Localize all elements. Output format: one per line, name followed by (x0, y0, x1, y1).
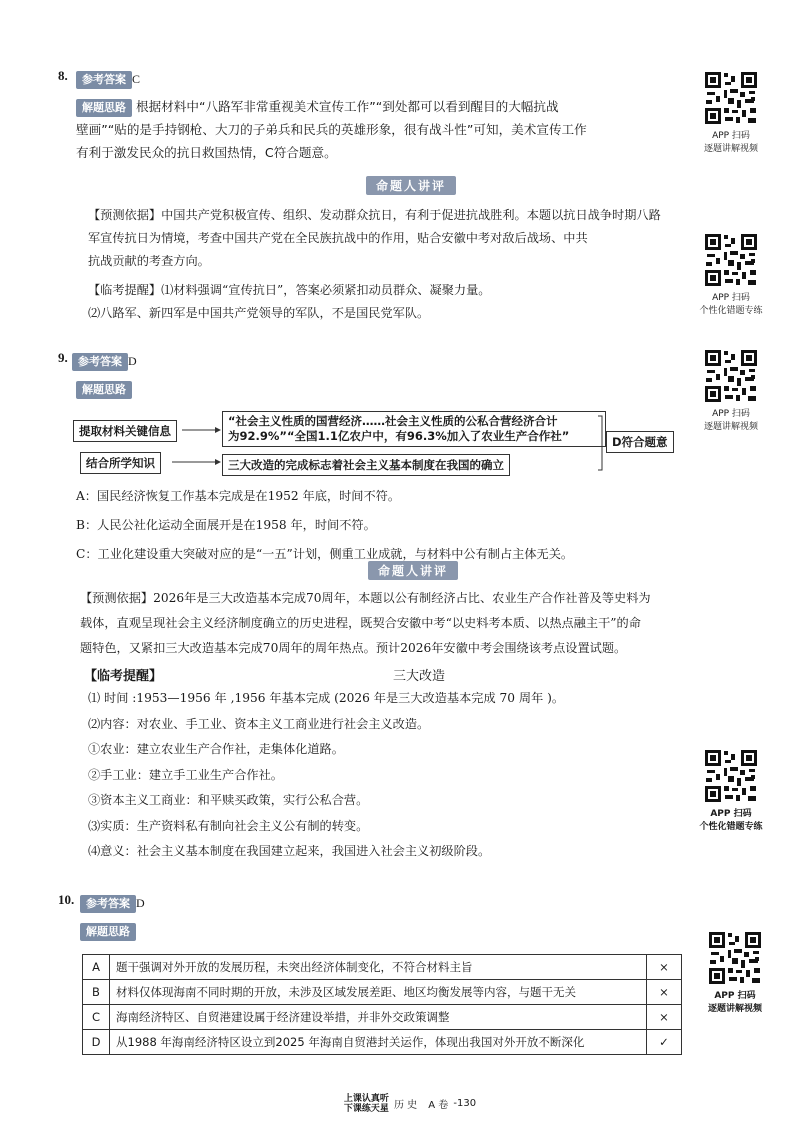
table-row (83, 955, 682, 980)
remind-block (88, 686, 708, 865)
answer-value: D (136, 896, 145, 910)
qr-caption: 个性化错题专练 (699, 306, 763, 316)
flow-box-knowledge: 结合所学知识 (80, 452, 161, 474)
answer-tag: 参考答案 (80, 895, 136, 913)
row-mark: × (647, 955, 682, 980)
analysis-line: 根据材料中“八路军非常重视美术宣传工作”“到处都可以看到醒目的大幅抗战 (136, 99, 559, 114)
row-mark: × (647, 1005, 682, 1030)
row-letter: C (83, 1005, 110, 1030)
table-row (83, 1030, 682, 1055)
row-text: 材料仅体现海南不同时期的开放，未涉及区域发展差距、地区均衡发展等内容，与题干无关 (110, 980, 647, 1005)
option-A: A：国民经济恢复工作基本完成是在1952 年底，时间不符。 (76, 489, 401, 503)
option-C: C：工业化建设重大突破对应的是“一五”计划，侧重工业成就，与材料中公有制占主体无关。 (76, 547, 574, 561)
options-block (76, 482, 696, 569)
basis-line: 载体，直观呈现社会主义经济制度确立的历史进程，既契合安徽中考“以史料考本质、以热点融主干”的命 (80, 616, 641, 630)
qr-caption: 逐题讲解视频 (703, 144, 758, 154)
footer-volume: A 卷 (428, 1100, 449, 1111)
analysis-line: 壁画”“贴的是手持钢枪、大刀的子弟兵和民兵的英雄形象，很有战斗性”可知，美术宣传工作 (76, 122, 587, 137)
remind-line: ①农业：建立农业生产合作社，走集体化道路。 (88, 742, 344, 756)
qr-block[interactable] (686, 748, 776, 834)
commentary-block (80, 586, 770, 661)
row-text: 海南经济特区、自贸港建设属于经济建设举措，并非外交政策调整 (110, 1005, 647, 1030)
flow-box-result: D符合题意 (606, 431, 674, 453)
row-letter: D (83, 1030, 110, 1055)
table-row (83, 980, 682, 1005)
flow-box-extract: 提取材料关键信息 (73, 420, 177, 442)
footer-brand-top: 上课认真听 (343, 1093, 389, 1104)
question-number: 10. (58, 892, 75, 907)
footer-brand (344, 1094, 389, 1114)
remind-line: ③资本主义工商业：和平赎买政策，实行公私合营。 (88, 793, 369, 807)
table-row (83, 1005, 682, 1030)
qr-caption: APP 扫码 (712, 131, 750, 141)
basis-line: 抗战贡献的考查方向。 (88, 254, 210, 268)
remind-center-title: 三大改造 (393, 669, 446, 684)
remind-line: ⑷意义：社会主义基本制度在我国建立起来，我国进入社会主义初级阶段。 (88, 844, 491, 858)
qr-caption: APP 扫码 (710, 809, 752, 819)
row-text: 从1988 年海南经济特区设立到2025 年海南自贸港封关运作，体现出我国对外开放不断深化 (110, 1030, 647, 1055)
row-letter: A (83, 955, 110, 980)
qr-caption: APP 扫码 (714, 991, 756, 1001)
analysis-tag: 解题思路 (76, 99, 132, 117)
remind-line: ⑶实质：生产资料私有制向社会主义公有制的转变。 (88, 818, 369, 833)
qr-caption: 逐题讲解视频 (703, 422, 758, 432)
row-mark: ✓ (647, 1030, 682, 1055)
option-B: B：人民公社化运动全面展开是在1958 年，时间不符。 (76, 518, 376, 532)
analysis-tag: 解题思路 (80, 923, 136, 941)
page-footer (330, 1093, 490, 1114)
answer-value: D (128, 354, 137, 368)
qr-block[interactable] (690, 930, 780, 1016)
qr-caption: 个性化错题专练 (699, 822, 763, 832)
remind-line: ⑴ 时间 :1953—1956 年 ,1956 年基本完成 (2026 年是三大改造基本完成 70 周年 )。 (88, 691, 565, 705)
footer-brand-bottom: 下课练天星 (343, 1103, 389, 1114)
question-number: 8. (58, 68, 68, 83)
remind-line: ②手工业：建立手工业生产合作社。 (88, 767, 283, 782)
analysis-tag: 解题思路 (76, 381, 132, 399)
answer-row (80, 892, 145, 913)
answer-value: C (132, 72, 141, 86)
row-text: 题干强调对外开放的发展历程，未突出经济体制变化，不符合材料主旨 (110, 955, 647, 980)
basis-line: 【预测依据】中国共产党积极宣传、组织、发动群众抗日，有利于促进抗战胜利。本题以抗日战争时期八路 (88, 208, 661, 222)
answer-tag: 参考答案 (76, 71, 132, 89)
question-number: 9. (58, 350, 68, 365)
footer-subject: 历 史 (394, 1100, 418, 1111)
qr-code-icon[interactable] (707, 930, 763, 986)
analysis-line: 有利于激发民众的抗日救国热情，C符合题意。 (76, 145, 337, 160)
flow-connectors (0, 0, 800, 500)
qr-caption: APP 扫码 (712, 409, 750, 419)
flow-box-conclusion: 三大改造的完成标志着社会主义基本制度在我国的确立 (222, 454, 510, 476)
basis-line: 【预测依据】2026年是三大改造基本完成70周年，本题以公有制经济占比、农业生产合作社普及等史料为 (80, 591, 651, 605)
qr-caption: APP 扫码 (712, 293, 750, 303)
analysis-table (82, 954, 682, 1055)
basis-line: 军宣传抗日为情境，考查中国共产党在全民族抗战中的作用，贴合安徽中考对敌后战场、中共 (88, 231, 588, 245)
qr-code-icon[interactable] (703, 748, 759, 804)
footer-page-number: -130 (453, 1098, 477, 1109)
remind-line: ⑵八路军、新四军是中国共产党领导的军队，不是国民党军队。 (88, 306, 430, 320)
commentary-banner: 命题人讲评 (368, 561, 458, 580)
flow-material-line: “社会主义性质的国营经济……社会主义性质的公私合营经济合计 (228, 414, 558, 428)
row-mark: × (647, 980, 682, 1005)
remind-line: ⑵内容：对农业、手工业、资本主义工商业进行社会主义改造。 (88, 716, 430, 731)
analysis-tag-row (80, 920, 136, 941)
flow-material-line: 为92.9%”“全国1.1亿农户中，有96.3%加入了农业生产合作社” (228, 429, 570, 443)
remind-line: 【临考提醒】⑴材料强调“宣传抗日”，答案必须紧扣动员群众、凝聚力量。 (88, 283, 491, 297)
row-letter: B (83, 980, 110, 1005)
remind-title: 【临考提醒】 (84, 669, 163, 684)
commentary-banner: 命题人讲评 (366, 176, 456, 195)
answer-tag: 参考答案 (72, 353, 128, 371)
basis-line: 题特色，又紧扣三大改造基本完成70周年的周年热点。预计2026年安徽中考会围绕该考点设置试题。 (80, 641, 627, 655)
qr-caption: 逐题讲解视频 (707, 1004, 762, 1014)
